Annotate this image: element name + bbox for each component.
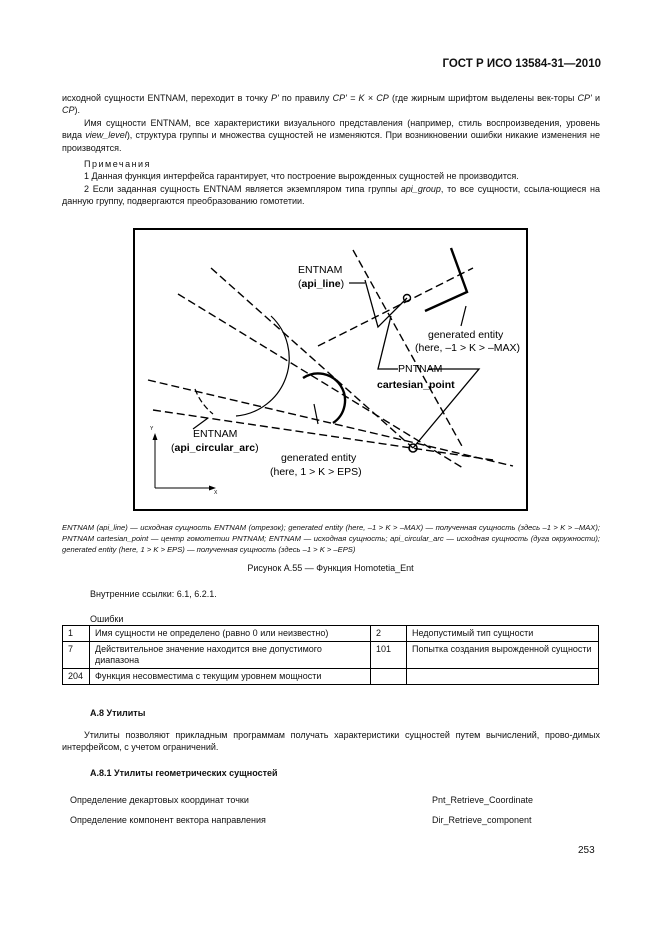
- text-span: по правилу: [278, 93, 333, 103]
- label-entnam-arc: ENTNAM: [193, 428, 238, 440]
- error-description: Имя сущности не определено (равно 0 или неизвестно): [90, 626, 371, 642]
- table-row: [63, 642, 599, 669]
- text-span: 2 Если заданная сущность ENTNAM является экземпляром типа группы: [84, 184, 401, 194]
- error-description: [407, 669, 599, 685]
- notes-heading: Примечания: [84, 159, 151, 169]
- error-code: 1: [63, 626, 90, 642]
- label-generated-entity-2: generated entity: [281, 452, 357, 464]
- error-code: 204: [63, 669, 90, 685]
- text-span: Имя сущности ENTNAM, все характеристики визуального представления (например, стиль воспроизведения, уровень вида: [62, 118, 600, 141]
- internal-references: Внутренние ссылки: 6.1, 6.2.1.: [90, 589, 217, 599]
- label-api-line: (api_line): [298, 278, 345, 290]
- text-span: CP' = K × CP: [332, 93, 389, 103]
- x-axis-label: X: [214, 490, 218, 496]
- section-a8-heading: А.8 Утилиты: [90, 708, 146, 718]
- figure-title: Рисунок А.55 — Функция Homotetia_Ent: [247, 563, 414, 573]
- text-span: ).: [74, 105, 81, 116]
- note-2: [62, 183, 600, 208]
- section-a8-text: Утилиты позволяют прикладным программам получать характеристики сущностей путем вычислений, прово-димых интерфейсом, с учетом ограничений.: [62, 730, 600, 753]
- label-api-circular-arc: (api_circular_arc): [171, 442, 259, 454]
- error-description: Функция несовместима с текущим уровнем мощности: [90, 669, 371, 685]
- label-generated-entity-1: generated entity: [428, 329, 504, 341]
- label-entnam-line: ENTNAM: [298, 264, 343, 276]
- text-span: , то все сущности, ссыла-ющиеся на данную группу, подвергаются преобразованию гомотетии.: [62, 184, 600, 207]
- text-span: и: [591, 93, 601, 103]
- label-api-circular-arc-name: api_circular_arc: [174, 442, 256, 454]
- errors-table: [62, 625, 599, 685]
- label-generated-range-1: (here, –1 > K > –MAX): [415, 342, 521, 354]
- error-code: 7: [63, 642, 90, 669]
- text-span: view_level: [85, 130, 127, 141]
- text-span: (где жирным шрифтом выделены век-торы: [388, 93, 578, 103]
- text-span: api_group: [400, 184, 441, 194]
- text-span: исходной сущности ENTNAM, переходит в точку: [62, 93, 271, 103]
- text-span: CP: [62, 105, 75, 116]
- error-code: [371, 669, 407, 685]
- text-span: CP': [577, 93, 592, 103]
- utility-function-name: Pnt_Retrieve_Coordinate: [432, 795, 534, 805]
- error-description: Попытка создания вырожденной сущности: [407, 642, 599, 669]
- table-row: [63, 626, 599, 642]
- text-span: ), структура группы и множества сущностей не изменяются. При возникновении ошибки никакие изменения не производятся.: [62, 130, 600, 153]
- errors-heading: Ошибки: [90, 614, 124, 624]
- error-description: Действительное значение находится вне допустимого диапазона: [90, 642, 371, 669]
- paragraph-homothety-rule: [62, 92, 600, 117]
- error-description: Недопустимый тип сущности: [407, 626, 599, 642]
- note-1: 1 Данная функция интерфейса гарантирует, что построение вырожденных сущностей не производится.: [84, 171, 519, 181]
- figure-legend: ENTNAM (api_line) — исходная сущность ENTNAM (отрезок); generated entity (here, –1 > K > –MAX) — полученная сущность (здесь –1 > K > –MAX); PNTNAM cartesian_point — центр гомотетии PNTNAM; ENTNAM — исходная сущность; api_circular_arc — исходная сущность (дуга окружности); generated entity (here, 1 > K > EPS) — полученная сущность (здесь –1 > K > –EPS): [62, 523, 600, 554]
- document-header: ГОСТ Р ИСО 13584-31—2010: [442, 58, 601, 70]
- utility-label: Определение компонент вектора направления: [70, 815, 266, 825]
- section-a81-heading: А.8.1 Утилиты геометрических сущностей: [90, 768, 278, 778]
- table-row: [63, 669, 599, 685]
- label-api-line-name: api_line: [301, 278, 341, 290]
- utility-label: Определение декартовых координат точки: [70, 795, 249, 805]
- page-number: 253: [578, 845, 595, 856]
- y-axis-label: Y: [150, 426, 154, 432]
- label-generated-range-2: (here, 1 > K > EPS): [270, 466, 362, 478]
- error-code: 2: [371, 626, 407, 642]
- utility-function-name: Dir_Retrieve_component: [432, 815, 532, 825]
- label-cartesian-point: cartesian_point: [377, 379, 455, 391]
- text-span: P': [270, 93, 279, 103]
- label-pntnam: PNTNAM: [398, 363, 443, 375]
- error-code: 101: [371, 642, 407, 669]
- homothety-figure: [133, 228, 528, 511]
- paragraph-unchanged-attributes: [62, 117, 600, 154]
